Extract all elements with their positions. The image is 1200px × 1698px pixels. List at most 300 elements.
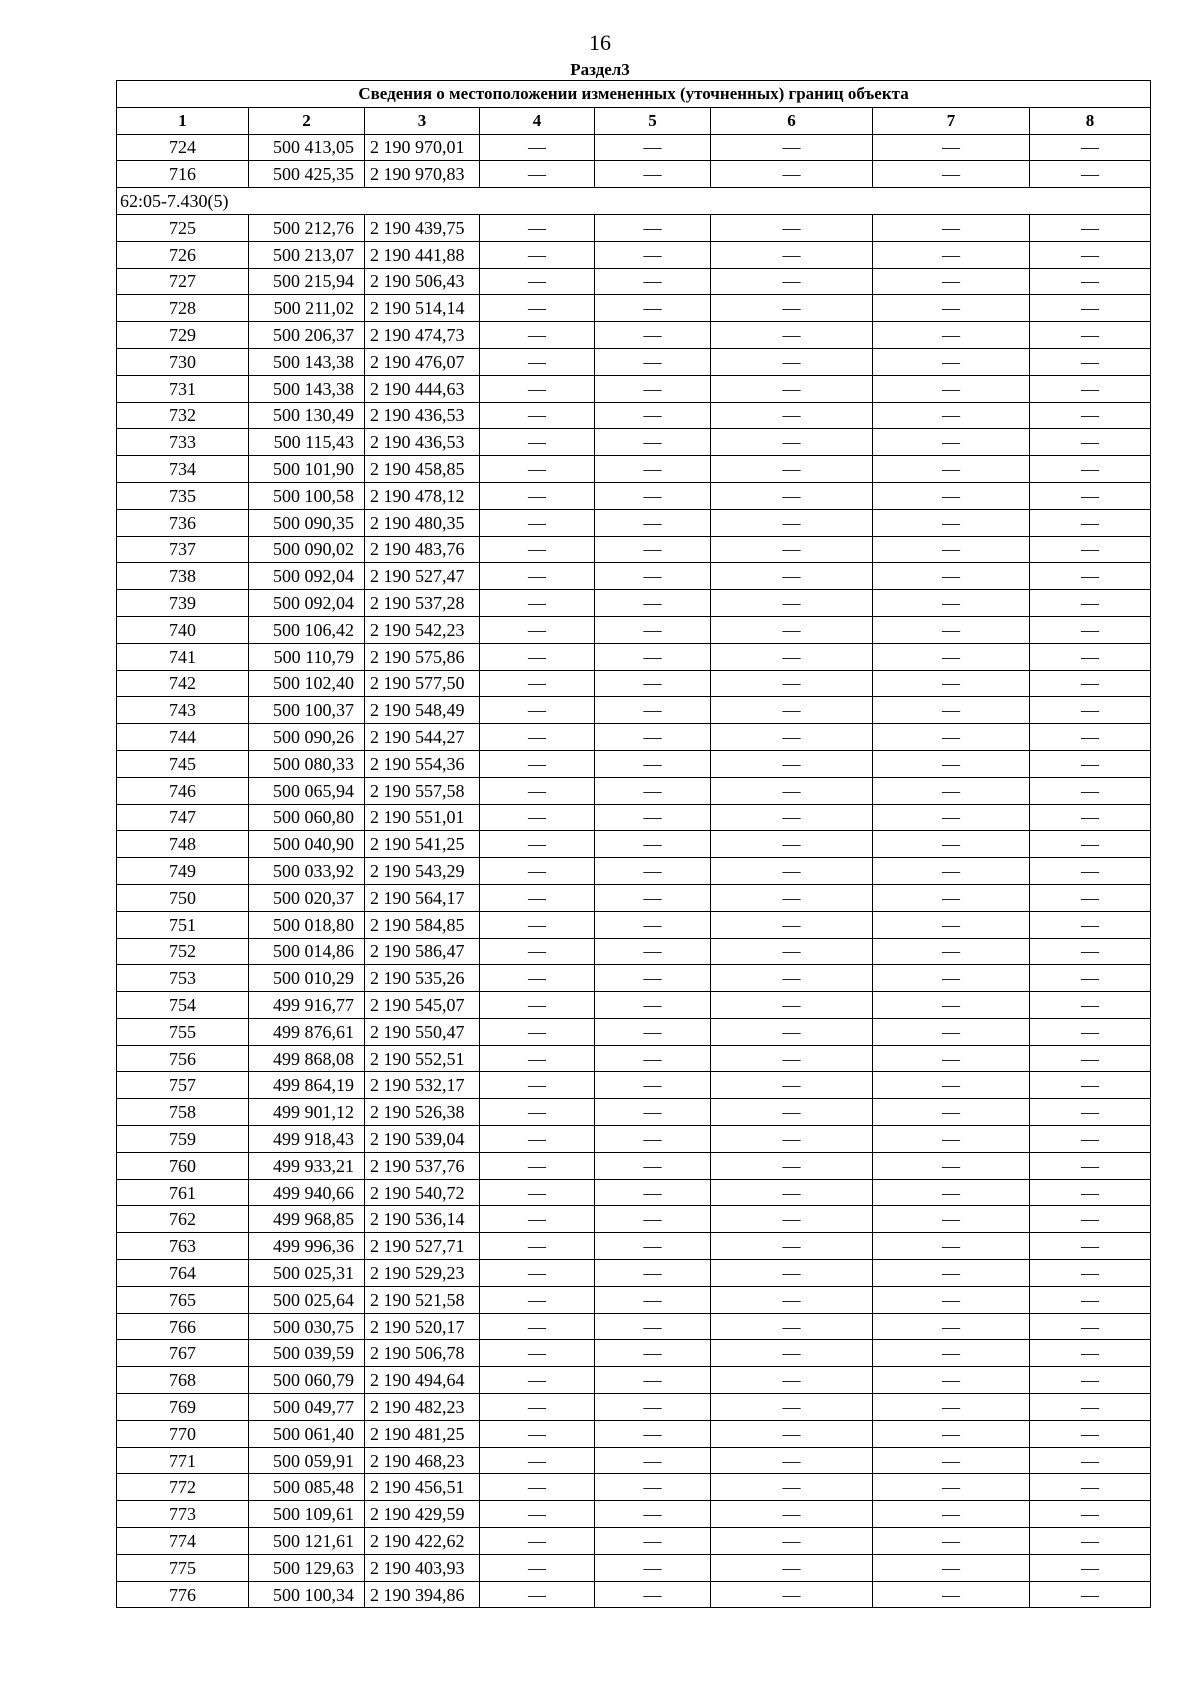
x-coordinate-cell: 500 206,37 [249,322,365,349]
table-row [117,1152,1151,1179]
x-coordinate-cell: 500 090,02 [249,536,365,563]
table-row [117,1474,1151,1501]
point-number-cell: 744 [117,724,249,751]
x-coordinate-cell: 500 060,79 [249,1367,365,1394]
empty-value-dash: — [480,1126,595,1153]
point-number-cell: 747 [117,804,249,831]
empty-value-dash: — [480,1394,595,1421]
point-number-cell: 732 [117,402,249,429]
table-row [117,750,1151,777]
empty-value-dash: — [711,1313,873,1340]
empty-value-dash: — [595,777,711,804]
point-number-cell: 739 [117,590,249,617]
empty-value-dash: — [873,1260,1030,1287]
empty-value-dash: — [595,1072,711,1099]
empty-value-dash: — [711,1126,873,1153]
x-coordinate-cell: 500 033,92 [249,858,365,885]
point-number-cell: 763 [117,1233,249,1260]
section-label: Раздел3 [570,60,630,79]
point-number-cell: 716 [117,161,249,188]
empty-value-dash: — [873,911,1030,938]
empty-value-dash: — [711,590,873,617]
x-coordinate-cell: 500 080,33 [249,750,365,777]
y-coordinate-cell: 2 190 506,43 [365,268,480,295]
empty-value-dash: — [711,482,873,509]
empty-value-dash: — [711,777,873,804]
empty-value-dash: — [711,724,873,751]
x-coordinate-cell: 500 040,90 [249,831,365,858]
y-coordinate-cell: 2 190 468,23 [365,1447,480,1474]
empty-value-dash: — [480,670,595,697]
x-coordinate-cell: 500 106,42 [249,616,365,643]
empty-value-dash: — [480,1206,595,1233]
empty-value-dash: — [480,402,595,429]
y-coordinate-cell: 2 190 586,47 [365,938,480,965]
y-coordinate-cell: 2 190 441,88 [365,241,480,268]
table-row [117,456,1151,483]
empty-value-dash: — [1030,1528,1151,1555]
table-row [117,1206,1151,1233]
table-row [117,777,1151,804]
empty-value-dash: — [711,1045,873,1072]
point-number-cell: 743 [117,697,249,724]
empty-value-dash: — [1030,241,1151,268]
empty-value-dash: — [1030,509,1151,536]
empty-value-dash: — [595,1018,711,1045]
empty-value-dash: — [480,938,595,965]
table-row [117,1286,1151,1313]
empty-value-dash: — [873,161,1030,188]
empty-value-dash: — [1030,456,1151,483]
column-header: 1 [117,107,249,134]
x-coordinate-cell: 500 085,48 [249,1474,365,1501]
empty-value-dash: — [1030,348,1151,375]
table-row [117,429,1151,456]
y-coordinate-cell: 2 190 545,07 [365,992,480,1019]
empty-value-dash: — [873,1313,1030,1340]
empty-value-dash: — [480,1501,595,1528]
empty-value-dash: — [711,1474,873,1501]
empty-value-dash: — [480,1152,595,1179]
empty-value-dash: — [480,1313,595,1340]
empty-value-dash: — [1030,697,1151,724]
y-coordinate-cell: 2 190 535,26 [365,965,480,992]
empty-value-dash: — [1030,616,1151,643]
table-row [117,724,1151,751]
y-coordinate-cell: 2 190 552,51 [365,1045,480,1072]
empty-value-dash: — [711,348,873,375]
empty-value-dash: — [1030,1340,1151,1367]
x-coordinate-cell: 499 996,36 [249,1233,365,1260]
empty-value-dash: — [1030,1152,1151,1179]
x-coordinate-cell: 499 918,43 [249,1126,365,1153]
column-header: 5 [595,107,711,134]
empty-value-dash: — [873,375,1030,402]
empty-value-dash: — [873,1581,1030,1608]
empty-value-dash: — [711,1072,873,1099]
empty-value-dash: — [1030,590,1151,617]
empty-value-dash: — [873,590,1030,617]
point-number-cell: 754 [117,992,249,1019]
empty-value-dash: — [873,992,1030,1019]
table-row [117,536,1151,563]
empty-value-dash: — [595,482,711,509]
x-coordinate-cell: 500 090,35 [249,509,365,536]
x-coordinate-cell: 500 014,86 [249,938,365,965]
empty-value-dash: — [480,134,595,161]
point-number-cell: 728 [117,295,249,322]
empty-value-dash: — [480,643,595,670]
y-coordinate-cell: 2 190 520,17 [365,1313,480,1340]
empty-value-dash: — [480,322,595,349]
empty-value-dash: — [711,670,873,697]
empty-value-dash: — [1030,777,1151,804]
empty-value-dash: — [595,1233,711,1260]
empty-value-dash: — [873,1018,1030,1045]
point-number-cell: 724 [117,134,249,161]
point-number-cell: 729 [117,322,249,349]
empty-value-dash: — [711,214,873,241]
y-coordinate-cell: 2 190 557,58 [365,777,480,804]
empty-value-dash: — [873,938,1030,965]
x-coordinate-cell: 500 212,76 [249,214,365,241]
x-coordinate-cell: 500 143,38 [249,375,365,402]
empty-value-dash: — [595,884,711,911]
point-number-cell: 734 [117,456,249,483]
empty-value-dash: — [480,750,595,777]
y-coordinate-cell: 2 190 537,28 [365,590,480,617]
empty-value-dash: — [1030,1206,1151,1233]
empty-value-dash: — [595,509,711,536]
table-row [117,161,1151,188]
empty-value-dash: — [595,1367,711,1394]
group-row [117,188,1151,215]
point-number-cell: 776 [117,1581,249,1608]
empty-value-dash: — [480,375,595,402]
empty-value-dash: — [595,161,711,188]
y-coordinate-cell: 2 190 480,35 [365,509,480,536]
point-number-cell: 765 [117,1286,249,1313]
x-coordinate-cell: 500 413,05 [249,134,365,161]
empty-value-dash: — [595,134,711,161]
empty-value-dash: — [873,456,1030,483]
empty-value-dash: — [711,1018,873,1045]
point-number-cell: 726 [117,241,249,268]
empty-value-dash: — [480,456,595,483]
empty-value-dash: — [711,134,873,161]
boundary-coordinates-table [116,80,1151,1608]
x-coordinate-cell: 499 968,85 [249,1206,365,1233]
empty-value-dash: — [595,697,711,724]
point-number-cell: 759 [117,1126,249,1153]
empty-value-dash: — [1030,322,1151,349]
empty-value-dash: — [1030,992,1151,1019]
empty-value-dash: — [711,295,873,322]
empty-value-dash: — [480,1045,595,1072]
empty-value-dash: — [873,1126,1030,1153]
x-coordinate-cell: 500 110,79 [249,643,365,670]
y-coordinate-cell: 2 190 527,47 [365,563,480,590]
point-number-cell: 736 [117,509,249,536]
table-row [117,1367,1151,1394]
empty-value-dash: — [1030,1447,1151,1474]
point-number-cell: 751 [117,911,249,938]
empty-value-dash: — [480,724,595,751]
y-coordinate-cell: 2 190 564,17 [365,884,480,911]
empty-value-dash: — [1030,1554,1151,1581]
empty-value-dash: — [595,1474,711,1501]
empty-value-dash: — [480,1474,595,1501]
point-number-cell: 760 [117,1152,249,1179]
point-number-cell: 761 [117,1179,249,1206]
x-coordinate-cell: 500 121,61 [249,1528,365,1555]
empty-value-dash: — [1030,670,1151,697]
table-row [117,965,1151,992]
empty-value-dash: — [1030,161,1151,188]
column-header: 7 [873,107,1030,134]
y-coordinate-cell: 2 190 514,14 [365,295,480,322]
table-row [117,831,1151,858]
table-row [117,884,1151,911]
empty-value-dash: — [873,1528,1030,1555]
point-number-cell: 748 [117,831,249,858]
empty-value-dash: — [480,1179,595,1206]
empty-value-dash: — [711,750,873,777]
y-coordinate-cell: 2 190 551,01 [365,804,480,831]
point-number-cell: 774 [117,1528,249,1555]
y-coordinate-cell: 2 190 483,76 [365,536,480,563]
empty-value-dash: — [480,268,595,295]
table-row [117,1099,1151,1126]
x-coordinate-cell: 500 018,80 [249,911,365,938]
empty-value-dash: — [711,456,873,483]
empty-value-dash: — [1030,750,1151,777]
empty-value-dash: — [711,616,873,643]
empty-value-dash: — [480,1528,595,1555]
empty-value-dash: — [711,1528,873,1555]
y-coordinate-cell: 2 190 577,50 [365,670,480,697]
table-title: Сведения о местоположении измененных (уточненных) границ объекта [117,81,1151,108]
y-coordinate-cell: 2 190 970,01 [365,134,480,161]
empty-value-dash: — [1030,858,1151,885]
empty-value-dash: — [480,161,595,188]
empty-value-dash: — [480,348,595,375]
x-coordinate-cell: 500 211,02 [249,295,365,322]
y-coordinate-cell: 2 190 540,72 [365,1179,480,1206]
empty-value-dash: — [595,1581,711,1608]
x-coordinate-cell: 500 020,37 [249,884,365,911]
point-number-cell: 746 [117,777,249,804]
point-number-cell: 741 [117,643,249,670]
empty-value-dash: — [711,1420,873,1447]
y-coordinate-cell: 2 190 444,63 [365,375,480,402]
empty-value-dash: — [480,214,595,241]
table-body [117,134,1151,1608]
empty-value-dash: — [1030,482,1151,509]
table-row [117,509,1151,536]
empty-value-dash: — [480,992,595,1019]
x-coordinate-cell: 500 143,38 [249,348,365,375]
point-number-cell: 745 [117,750,249,777]
table-head [117,81,1151,135]
empty-value-dash: — [595,375,711,402]
point-number-cell: 725 [117,214,249,241]
empty-value-dash: — [1030,1072,1151,1099]
empty-value-dash: — [595,1099,711,1126]
x-coordinate-cell: 500 213,07 [249,241,365,268]
empty-value-dash: — [873,214,1030,241]
y-coordinate-cell: 2 190 550,47 [365,1018,480,1045]
table-row [117,295,1151,322]
point-number-cell: 753 [117,965,249,992]
empty-value-dash: — [480,1581,595,1608]
empty-value-dash: — [711,1447,873,1474]
table-row [117,1260,1151,1287]
y-coordinate-cell: 2 190 458,85 [365,456,480,483]
empty-value-dash: — [873,1286,1030,1313]
point-number-cell: 727 [117,268,249,295]
x-coordinate-cell: 500 061,40 [249,1420,365,1447]
empty-value-dash: — [1030,1581,1151,1608]
column-header: 8 [1030,107,1151,134]
x-coordinate-cell: 500 100,37 [249,697,365,724]
empty-value-dash: — [480,509,595,536]
empty-value-dash: — [711,563,873,590]
empty-value-dash: — [1030,831,1151,858]
empty-value-dash: — [480,804,595,831]
point-number-cell: 758 [117,1099,249,1126]
table-row [117,1420,1151,1447]
point-number-cell: 755 [117,1018,249,1045]
empty-value-dash: — [595,214,711,241]
empty-value-dash: — [873,643,1030,670]
empty-value-dash: — [1030,1018,1151,1045]
empty-value-dash: — [873,134,1030,161]
point-number-cell: 757 [117,1072,249,1099]
empty-value-dash: — [595,348,711,375]
empty-value-dash: — [595,456,711,483]
empty-value-dash: — [711,1286,873,1313]
x-coordinate-cell: 499 901,12 [249,1099,365,1126]
y-coordinate-cell: 2 190 542,23 [365,616,480,643]
column-header: 3 [365,107,480,134]
point-number-cell: 737 [117,536,249,563]
empty-value-dash: — [595,965,711,992]
table-row [117,911,1151,938]
y-coordinate-cell: 2 190 439,75 [365,214,480,241]
empty-value-dash: — [711,1394,873,1421]
empty-value-dash: — [1030,643,1151,670]
empty-value-dash: — [1030,724,1151,751]
empty-value-dash: — [711,1260,873,1287]
table-row [117,643,1151,670]
x-coordinate-cell: 500 100,34 [249,1581,365,1608]
empty-value-dash: — [711,831,873,858]
empty-value-dash: — [873,402,1030,429]
empty-value-dash: — [595,858,711,885]
empty-value-dash: — [595,724,711,751]
x-coordinate-cell: 500 129,63 [249,1554,365,1581]
table-row [117,322,1151,349]
empty-value-dash: — [1030,134,1151,161]
cadastral-group-label: 62:05-7.430(5) [117,188,1151,215]
y-coordinate-cell: 2 190 422,62 [365,1528,480,1555]
point-number-cell: 764 [117,1260,249,1287]
empty-value-dash: — [711,268,873,295]
table-row [117,858,1151,885]
empty-value-dash: — [873,1554,1030,1581]
empty-value-dash: — [1030,536,1151,563]
table-row [117,670,1151,697]
empty-value-dash: — [1030,1367,1151,1394]
empty-value-dash: — [873,697,1030,724]
empty-value-dash: — [873,804,1030,831]
table-row [117,241,1151,268]
empty-value-dash: — [711,1554,873,1581]
table-row [117,1045,1151,1072]
y-coordinate-cell: 2 190 526,38 [365,1099,480,1126]
empty-value-dash: — [480,482,595,509]
empty-value-dash: — [711,965,873,992]
x-coordinate-cell: 500 215,94 [249,268,365,295]
empty-value-dash: — [711,1099,873,1126]
empty-value-dash: — [873,1394,1030,1421]
table-row [117,1018,1151,1045]
empty-value-dash: — [1030,402,1151,429]
y-coordinate-cell: 2 190 529,23 [365,1260,480,1287]
empty-value-dash: — [873,1152,1030,1179]
empty-value-dash: — [480,1233,595,1260]
empty-value-dash: — [595,1420,711,1447]
empty-value-dash: — [1030,375,1151,402]
empty-value-dash: — [1030,1179,1151,1206]
empty-value-dash: — [595,616,711,643]
empty-value-dash: — [711,375,873,402]
table-row [117,402,1151,429]
empty-value-dash: — [711,938,873,965]
empty-value-dash: — [711,643,873,670]
empty-value-dash: — [873,1447,1030,1474]
empty-value-dash: — [480,1286,595,1313]
empty-value-dash: — [873,831,1030,858]
empty-value-dash: — [711,1179,873,1206]
empty-value-dash: — [873,1474,1030,1501]
empty-value-dash: — [480,1420,595,1447]
table-row [117,268,1151,295]
table-row [117,563,1151,590]
empty-value-dash: — [595,992,711,1019]
empty-value-dash: — [711,509,873,536]
empty-value-dash: — [873,1179,1030,1206]
empty-value-dash: — [873,670,1030,697]
empty-value-dash: — [480,965,595,992]
y-coordinate-cell: 2 190 548,49 [365,697,480,724]
empty-value-dash: — [873,1233,1030,1260]
x-coordinate-cell: 500 090,26 [249,724,365,751]
empty-value-dash: — [480,697,595,724]
table-row [117,1126,1151,1153]
empty-value-dash: — [480,563,595,590]
empty-value-dash: — [595,1501,711,1528]
empty-value-dash: — [1030,911,1151,938]
point-number-cell: 770 [117,1420,249,1447]
empty-value-dash: — [873,777,1030,804]
empty-value-dash: — [480,1099,595,1126]
x-coordinate-cell: 499 933,21 [249,1152,365,1179]
table-row [117,1554,1151,1581]
x-coordinate-cell: 500 130,49 [249,402,365,429]
y-coordinate-cell: 2 190 554,36 [365,750,480,777]
